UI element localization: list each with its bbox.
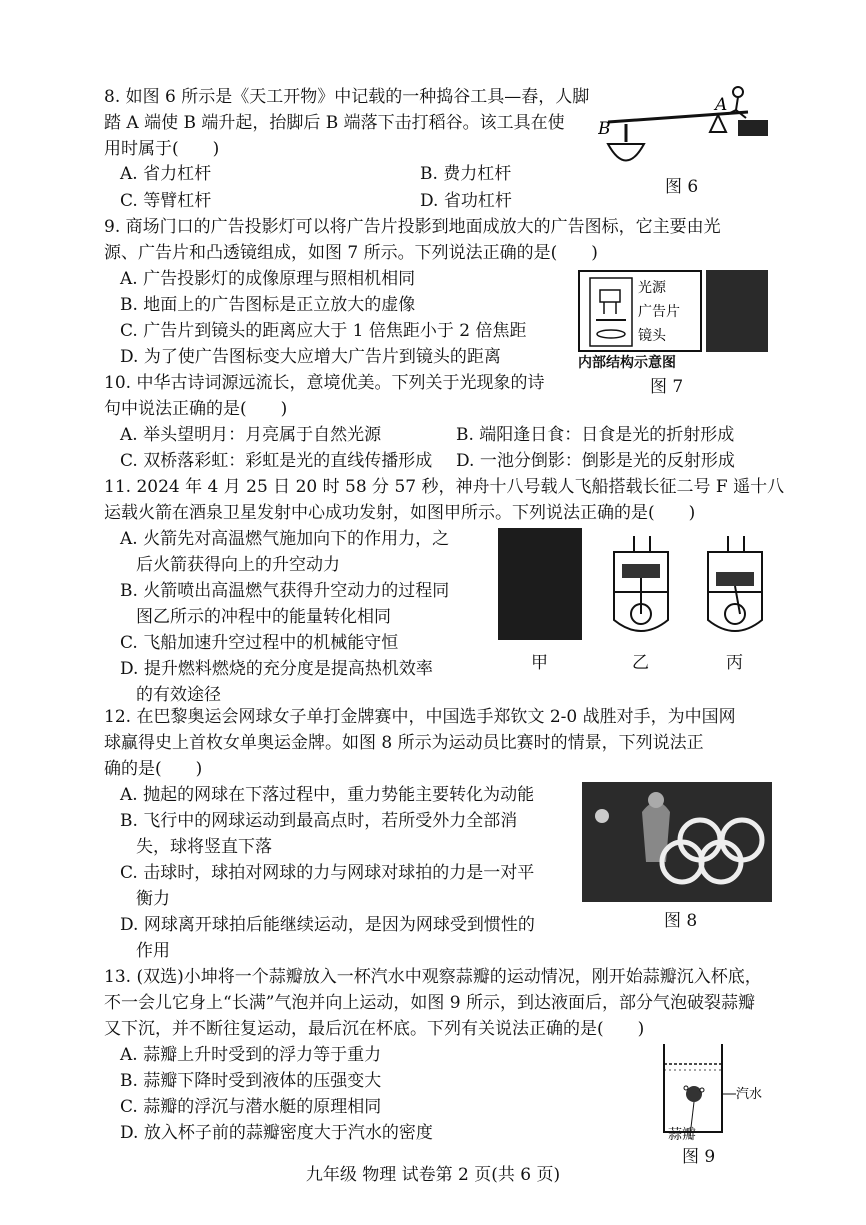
- q10-line-2: 句中说法正确的是( ): [104, 399, 288, 419]
- q11-line-2: 运载火箭在酒泉卫星发射中心成功发射，如图甲所示。下列说法正确的是( ): [104, 503, 696, 523]
- q9-option-a: A. 广告投影灯的成像原理与照相机相同: [120, 269, 416, 289]
- q13-option-b: B. 蒜瓣下降时受到液体的压强变大: [120, 1071, 382, 1091]
- q13-option-d: D. 放入杯子前的蒜瓣密度大于汽水的密度: [120, 1123, 433, 1143]
- q9-option-b: B. 地面上的广告图标是正立放大的虚像: [120, 295, 416, 315]
- q10-option-d: D. 一池分倒影：倒影是光的反射形成: [456, 451, 735, 471]
- page-footer: 九年级 物理 试卷第 2 页(共 6 页): [305, 1165, 561, 1185]
- q13-line-1: 13. (双选)小坤将一个蒜瓣放入一杯汽水中观察蒜瓣的运动情况，刚开始蒜瓣沉入杯底，: [104, 967, 762, 987]
- q8-option-b: B. 费力杠杆: [420, 164, 512, 184]
- q9-line-1: 9. 商场门口的广告投影灯可以将广告片投影到地面成放大的广告图标，它主要由光: [104, 217, 721, 237]
- q12-line-3: 确的是( ): [104, 759, 203, 779]
- q9-line-2: 源、广告片和凸透镜组成，如图 7 所示。下列说法正确的是( ): [104, 243, 598, 263]
- q10-option-a: A. 举头望明月：月亮属于自然光源: [120, 425, 382, 445]
- figure-7-label-light-source: 光源: [638, 280, 666, 296]
- figure-bing-caption: 丙: [726, 653, 743, 673]
- q13-line-2: 不一会儿它身上“长满”气泡并向上运动，如图 9 所示，到达液面后，部分气泡破裂蒜瓣: [104, 993, 756, 1013]
- figure-7-label-film: 广告片: [638, 304, 680, 320]
- figure-7-structure-diagram: [578, 270, 702, 352]
- figure-6-label-a: A: [715, 95, 728, 115]
- q11-option-d-1: D. 提升燃料燃烧的充分度是提高热机效率: [120, 659, 433, 679]
- q8-option-d: D. 省功杠杆: [420, 191, 512, 211]
- q8-line-2: 踏 A 端使 B 端升起，抬脚后 B 端落下击打稻谷。该工具在使: [104, 113, 565, 133]
- q13-option-c: C. 蒜瓣的浮沉与潜水艇的原理相同: [120, 1097, 382, 1117]
- q12-option-a: A. 抛起的网球在下落过程中，重力势能主要转化为动能: [120, 785, 535, 805]
- figure-7-sublabel: 内部结构示意图: [578, 355, 676, 371]
- q13-line-3: 又下沉，并不断往复运动，最后沉在杯底。下列有关说法正确的是( ): [104, 1019, 645, 1039]
- figure-yi-engine-stroke: [606, 534, 676, 642]
- figure-6-label-b: B: [598, 119, 611, 139]
- q8-line-1: 8. 如图 6 所示是《天工开物》中记载的一种捣谷工具—舂，人脚: [104, 87, 590, 107]
- q8-option-a: A. 省力杠杆: [120, 164, 212, 184]
- q8-line-3: 用时属于( ): [104, 139, 220, 159]
- figure-bing-engine-stroke: [700, 534, 770, 642]
- q13-option-a: A. 蒜瓣上升时受到的浮力等于重力: [120, 1045, 382, 1065]
- q12-option-d-2: 作用: [136, 941, 170, 961]
- q10-option-b: B. 端阳逢日食：日食是光的折射形成: [456, 425, 735, 445]
- q9-option-c: C. 广告片到镜头的距离应大于 1 倍焦距小于 2 倍焦距: [120, 321, 527, 341]
- q8-option-c: C. 等臂杠杆: [120, 191, 212, 211]
- figure-jia-rocket-photo: [498, 528, 582, 640]
- q11-option-a-1: A. 火箭先对高温燃气施加向下的作用力，之: [120, 529, 450, 549]
- figure-7-label-lens: 镜头: [638, 328, 666, 344]
- q12-option-c-2: 衡力: [136, 889, 170, 909]
- q10-line-1: 10. 中华古诗词源远流长，意境优美。下列关于光现象的诗: [104, 373, 545, 393]
- q11-option-b-2: 图乙所示的冲程中的能量转化相同: [136, 607, 391, 627]
- figure-9-label-soda: 汽水: [736, 1087, 763, 1102]
- q11-line-1: 11. 2024 年 4 月 25 日 20 时 58 分 57 秒，神舟十八号载人飞船搭载长征二号 F 遥十八: [104, 477, 785, 497]
- q11-option-b-1: B. 火箭喷出高温燃气获得升空动力的过程同: [120, 581, 450, 601]
- q10-option-c: C. 双桥落彩虹：彩虹是光的直线传播形成: [120, 451, 433, 471]
- q9-option-d: D. 为了使广告图标变大应增大广告片到镜头的距离: [120, 347, 501, 367]
- figure-6-caption: 图 6: [665, 177, 699, 197]
- q11-option-d-2: 的有效途径: [136, 685, 221, 705]
- q12-line-2: 球赢得史上首枚女单奥运金牌。如图 8 所示为运动员比赛时的情景，下列说法正: [104, 733, 704, 753]
- q12-line-1: 12. 在巴黎奥运会网球女子单打金牌赛中，中国选手郑钦文 2-0 战胜对手，为中国网: [104, 707, 736, 727]
- figure-jia-caption: 甲: [531, 653, 548, 673]
- figure-7-caption: 图 7: [650, 377, 684, 397]
- figure-9-caption: 图 9: [682, 1147, 716, 1167]
- q11-option-a-2: 后火箭获得向上的升空动力: [136, 555, 340, 575]
- q11-option-c: C. 飞船加速升空过程中的机械能守恒: [120, 633, 399, 653]
- figure-yi-caption: 乙: [632, 653, 649, 673]
- figure-7-photo: [706, 270, 768, 352]
- q12-option-b-1: B. 飞行中的网球运动到最高点时，若所受外力全部消: [120, 811, 518, 831]
- figure-8-tennis-photo: [582, 782, 772, 902]
- q12-option-d-1: D. 网球离开球拍后能继续运动，是因为网球受到惯性的: [120, 915, 535, 935]
- q12-option-c-1: C. 击球时，球拍对网球的力与网球对球拍的力是一对平: [120, 863, 535, 883]
- q12-option-b-2: 失，球将竖直下落: [136, 837, 272, 857]
- figure-6-lever-diagram: [598, 82, 774, 182]
- figure-8-caption: 图 8: [664, 911, 698, 931]
- figure-9-label-garlic: 蒜瓣: [668, 1127, 696, 1143]
